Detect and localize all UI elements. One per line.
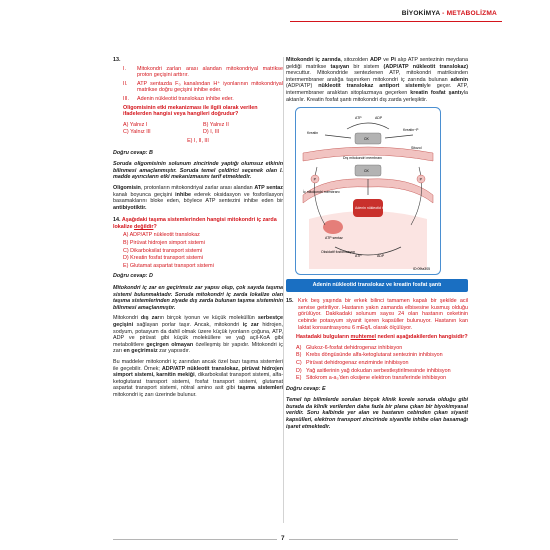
option-key: C) <box>123 129 129 136</box>
text-run: ADP <box>370 57 382 63</box>
page-number: 7 <box>277 535 289 542</box>
q13-statement <box>123 96 283 103</box>
text-run: Pi <box>390 57 396 63</box>
statement-text: Mitokondri zarları arası alandan mitokondriyal matrikse proton geçişini arttırır. <box>137 65 283 79</box>
option-text: Yağ asitlerinin yağ dokudan serbestleştirilmesinde inhibisyon <box>306 367 451 374</box>
text-run: zar yapısıdır. <box>157 348 190 355</box>
option-text: Sitokrom a-a₃'den oksijene elektron transferinde inhibisyon <box>306 375 447 382</box>
q14-answer: Doğru cevap: D <box>113 273 153 280</box>
label-kreatin-p: Kreatin~P <box>403 128 419 133</box>
statement-text: ATP sentazda F₀ kanalından H⁺ iyonlarının mitokondriyal matrikse doğru geçişini inhibe eder. <box>137 80 283 94</box>
q15-option-b[interactable] <box>296 352 468 359</box>
text-run: adenin <box>450 76 468 83</box>
header-rule <box>290 21 502 22</box>
option-key: C) <box>296 359 302 366</box>
q13-explanation-2 <box>113 185 283 211</box>
option-key: B) <box>203 121 209 128</box>
q13-options <box>123 122 283 136</box>
label-kreatin: Kreatin <box>307 131 319 136</box>
q13-explanation-1: Soruda oligomisinin solunum zincirinde yaptığı olumsuz etkinin bilinmesi amaçlanmıştır. Soruda temel çeldirici seçenek olan I. madde ayırıcıların etki mekanizmasını tarif etmektedir. <box>113 161 283 181</box>
text-run: mevcuttur. Mitokondride sentezlenen ATP, mitokondri matriksinden intermembraner aralığa taşınırken mitokondri iç zarında bulunan <box>286 70 468 83</box>
text-run: muhtemel <box>350 334 376 341</box>
text-run: Oligomisin <box>113 184 141 191</box>
q14-explanation-3 <box>113 359 283 399</box>
text-run: özelleşmiş bir yapıdır. Mitokondri iç zarı <box>113 341 283 355</box>
q13-option-b[interactable] <box>203 122 283 129</box>
text-run: ve <box>381 57 391 63</box>
option-text: Yalnız II <box>209 121 229 128</box>
option-key: E) <box>296 375 302 382</box>
label-p-left: P <box>313 177 316 182</box>
text-run: , dikarboksilat transport sistemi, alfa-ketoglutarat transport sistemi, fosfat transport sistemi, glutamat aspartat transport sistemi, nötral amino asit gibi <box>113 372 284 392</box>
header-separator: - <box>440 10 447 17</box>
text-run: , sitozolden <box>340 57 371 63</box>
q13-number: 13. <box>113 57 121 63</box>
option-key: D) <box>296 367 302 374</box>
statement-num: I. <box>123 65 126 72</box>
q15-option-a[interactable] <box>296 345 468 352</box>
text-run: ATP sentaz <box>254 184 283 191</box>
q14-option-e[interactable]: E) Glutamat aspartat transport sistemi <box>123 262 214 269</box>
statement-num: II. <box>123 80 128 87</box>
option-text: Glukoz-6-fosfat dehidrogenaz inhibisyon <box>306 344 403 351</box>
text-run: yle geçer. ATP, intermembraner aralıktan sitoplazmaya geçerken <box>286 83 468 96</box>
text-run: inhibe <box>175 191 192 198</box>
q14-explanation-1: Mitokondri iç zar en geçirimsiz zar yapısı olup, çok sayıda taşıma sistemi bulunmaktadır. Soruda mitokondri iç zarda lokalize olan taşıma sistemlerinden ziyade dış zarda bulunan taşıma sisteminin bilinmesi amaçlanmıştır. <box>113 285 283 311</box>
q14-option-b[interactable]: B) Pirüvat hidrojen simport sistemi <box>123 240 205 247</box>
label-atp-synthase: ATP sentaz <box>325 236 343 241</box>
label-translocase: Adenin nükleotid translokaz <box>355 206 398 211</box>
label-adp-top: ADP <box>375 116 383 121</box>
label-sitozol: Sitozol <box>411 146 422 151</box>
text-run: iç zar <box>242 322 259 328</box>
statement-num: III. <box>123 95 129 102</box>
text-run: ederek oksidasyon ve fosforilasyon basamaklarını bloke eden, böylece ATP sentezini inhibe eden bir <box>113 191 283 205</box>
text-run: yla aktarılır. Kreatin fosfat şantı mitokondri dış zarda yerleşiktir. <box>286 89 468 103</box>
text-run: (ADP/ATP nükleotit translokaz) <box>383 63 468 70</box>
label-oxphos: Oksidatif fosforilasyon <box>321 250 356 255</box>
text-run: Mitokondri <box>113 315 141 322</box>
option-text: Krebs döngüsünde alfa-ketoglutarat sentezinin inhibisyon <box>306 352 443 359</box>
text-run: bir sistem <box>349 63 384 70</box>
option-key: D) <box>203 129 209 136</box>
text-run: kanalı boyunca geçişini <box>113 191 176 198</box>
right-intro <box>286 57 468 103</box>
column-divider <box>283 57 284 523</box>
text-run: ? <box>153 223 157 230</box>
option-key: A) <box>123 121 129 128</box>
label-figure-code: ID:09ta305 <box>413 267 431 272</box>
label-ck-top: CK <box>364 137 369 142</box>
q15-option-c[interactable] <box>296 360 468 367</box>
header-section: METABOLİZMA <box>446 10 497 17</box>
atp-synthase <box>323 220 343 234</box>
option-text: Yalnız I <box>129 121 148 128</box>
text-run: taşıma sistemleri <box>237 385 284 392</box>
q15-stem <box>296 334 468 341</box>
text-run: mitokondri iç zarı üzerinde bulunur. <box>113 391 197 398</box>
text-run: nedeni aşağıdakilerden hangisidir? <box>376 334 468 341</box>
option-key: B) <box>296 352 302 359</box>
text-run: Hastadaki bulguların <box>296 334 351 341</box>
label-p-right: P <box>419 177 422 182</box>
q14-option-a[interactable]: A) ADP/ATP nükleotit translokaz <box>123 232 200 239</box>
text-run: kreatin fosfat şantı <box>410 89 462 96</box>
q15-explanation: Temel tıp bilimlerde sorulan birçok klinik korele soruda olduğu gibi burada da klinik verilerden daha fazla bir plana çıkan bir biyokimyasal veridir. Soru kalbinde yer alan ve hastanın cebinden çıkan siyanit kapsülleri, elektron transport zincirinde siyanitle inhibe olan basamağı işaret etmektedir. <box>286 397 468 430</box>
label-atp-top: ATP <box>355 116 362 121</box>
q14-explanation-2 <box>113 315 283 355</box>
q14-number: 14. <box>113 217 121 224</box>
text-run: sağlayan porlar taşır. Ancak, mitokondri <box>133 322 243 328</box>
q14-header <box>113 217 283 230</box>
text-run: Mitokondri iç zarında <box>286 57 341 63</box>
text-run: alıp ATP sentezinin meydana geldiği matrikse <box>286 57 468 70</box>
option-text: Pirüvat dehidrogenaz enziminde inhibisyon <box>306 359 409 366</box>
text-run: nükleotit translokaz antiport sistemi <box>318 83 424 90</box>
q13-stem: Oligomisinin etki mekanizması ile ilgili olarak verilen ifadelerden hangisi veya hangileri doğrudur? <box>123 104 258 118</box>
text-run: serbestçe geçişini <box>113 315 283 328</box>
label-adp-bottom: ADP <box>377 254 385 259</box>
label-ck-middle: CK <box>364 169 369 174</box>
q13-option-a[interactable] <box>123 122 203 129</box>
text-run: Bu maddeler mitokondri iç zarından ancak özel bazı taşıma sistemleri ile geçebilir. Örnek; <box>113 358 283 372</box>
text-run: ADP/ATP nükleotit translokaz, pirüvat hidrojen simport sistemi, karnitin mekiği <box>113 365 283 379</box>
q13-option-c[interactable] <box>123 129 203 136</box>
q13-statement <box>123 66 283 79</box>
header-title <box>402 10 497 17</box>
q14-option-d[interactable]: D) Kreatin fosfat transport sistemi <box>123 255 203 262</box>
figure-caption: Adenin nükleotid translokaz ve kreatin fosfat şantı <box>286 279 468 292</box>
text-run: Aşağıdaki taşıma sistemlerinden hangisi mitokondri iç zarda lokalize <box>113 217 277 230</box>
right-column <box>286 57 468 434</box>
option-text: I, III <box>210 129 220 136</box>
statement-text: Adenin nükleotid translokazı inhibe eder. <box>137 95 234 102</box>
text-run: geçirgen olmayan <box>146 341 194 348</box>
q15-text: Kırk beş yaşında bir erkek bilinci tamamen kapalı bir şekilde acil servise getiriliyor. Hastanın yakın zamanda elbisesine kusmuş olduğu görülüyor. Dakikadaki solunum sayısı 24 olan hastanın ceketinin cebinde potasyum siyanit içeren kapsüller bulunuyor. Hastanın kan laktat konsantrasyonu 6 mEq/L olarak ölçülüyor. <box>298 298 468 331</box>
q13-option-d[interactable] <box>203 129 283 136</box>
q13-statements <box>123 66 283 103</box>
left-column <box>113 57 283 403</box>
q14-options <box>123 232 283 269</box>
text-run: değildir <box>133 223 154 230</box>
q15-options <box>296 345 468 382</box>
q15-option-e[interactable] <box>296 375 468 382</box>
label-atp-bottom: ATP <box>355 254 362 259</box>
mitochondria-diagram <box>295 107 441 275</box>
text-run: antibiyotiktir. <box>113 204 147 211</box>
option-text: Yalnız III <box>130 129 151 136</box>
q15-option-d[interactable] <box>296 368 468 375</box>
label-outer-membrane: Dış mitokondri membranı <box>343 156 383 161</box>
q15-number: 15. <box>286 298 294 305</box>
text-run: (ADP/ATP) <box>286 83 319 90</box>
q14-option-c[interactable]: C) Dikarboksilat transport sistemi <box>123 247 203 254</box>
header-subject: BİYOKİMYA <box>401 10 441 17</box>
q15-header <box>286 298 468 331</box>
q13-answer: Doğru cevap: B <box>113 149 153 156</box>
text-run: , protonların mitokondriyal zarlar arası alandan <box>140 184 255 191</box>
matrix-region <box>309 211 427 269</box>
label-inner-membrane: İç mitokondri membranı <box>303 190 340 195</box>
q13-statement <box>123 81 283 94</box>
q14-stem <box>113 217 277 230</box>
text-run: taşıyan <box>330 63 350 70</box>
q15-answer: Doğru cevap: E <box>286 385 326 392</box>
text-run: ın birçok iyonun ve küçük moleküllün <box>159 315 258 322</box>
text-run: en geçirimsiz <box>123 348 158 355</box>
option-key: A) <box>296 344 302 351</box>
text-run: dış zar <box>140 315 160 322</box>
mitochondria-figure <box>295 107 441 275</box>
text-run: hidrojen, sodyum, potasyum da dahil olmak üzere küçük iyonların çoğuna, ATP, ADP ve pirüvat gibi küçük moleküllere ve yağ açil-KoA gibi metabolitlere <box>113 322 284 348</box>
q13-option-e[interactable]: E) I, II, III <box>187 137 209 144</box>
page-header <box>0 0 550 30</box>
